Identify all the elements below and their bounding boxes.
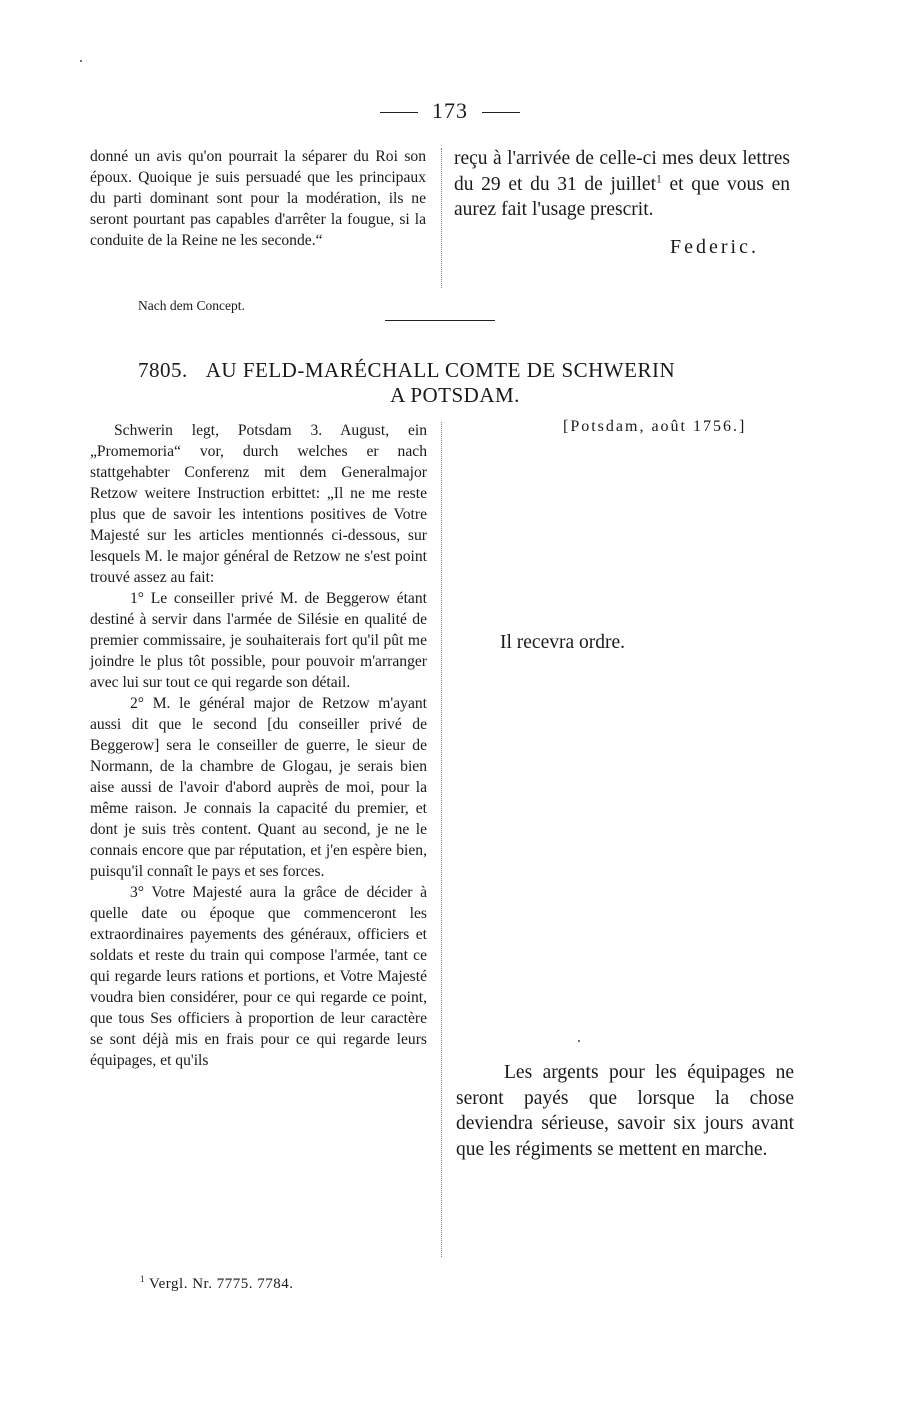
reply-1: Il recevra ordre. <box>500 632 626 653</box>
carryover-text-left <box>90 146 426 251</box>
page-header <box>0 98 900 124</box>
signature: Federic. <box>670 236 759 258</box>
header-dash-right <box>482 112 520 113</box>
paragraph-item-2: 2° M. le général major de Retzow m'ayant aussi dit que le second [du conseiller privé de Beggerow] sera le conseiller de guerre, le sieur de Normann, de la chambre de Glogau, je serais bien aise aussi de l'avoir d'abord auprès de moi, pour la même raison. Je connais la capacité du premier, et dont je suis très content. Quant au second, je ne le connais encore que par réputation, et j'en espère bien, puisqu'il connaît le pays et ses forces. <box>90 695 427 880</box>
column-divider-top <box>441 148 442 288</box>
footnote <box>140 1276 293 1293</box>
page-number: 173 <box>432 98 468 123</box>
carryover-text-right <box>454 146 790 223</box>
letter-title-line1: AU FELD-MARÉCHALL COMTE DE SCHWERIN <box>205 358 676 382</box>
footnote-text: Vergl. Nr. 7775. 7784. <box>145 1276 294 1292</box>
carryover-paragraph: donné un avis qu'on pourrait la séparer du Roi son époux. Quoique je suis persuadé que les principaux du parti dominant sont pour la modération, ils ne seront pourtant pas capables d'arrêter la fougue, si la conduite de la Reine ne les seconde.“ <box>90 148 426 249</box>
letter-number: 7805. <box>138 358 188 382</box>
letter-title <box>0 358 900 408</box>
letter-title-line2: A POTSDAM. <box>390 383 520 407</box>
stray-mark-2 <box>578 1040 580 1042</box>
section-separator <box>385 320 495 321</box>
paragraph-item-1: 1° Le conseiller privé M. de Beggerow étant destiné à servir dans l'armée de Silésie en qualité de premier commissaire, je souhaiterais fort qu'il pût me joindre le plus tôt possible, pour pouvoir m'arranger avec lui sur tout ce qui regarde son détail. <box>90 590 427 691</box>
letter-date: [Potsdam, août 1756.] <box>563 418 747 435</box>
column-divider-letter <box>441 422 442 1257</box>
stray-mark <box>80 60 82 62</box>
footnote-marker: 1 <box>140 1274 145 1284</box>
carryover-reply: reçu à l'arrivée de celle-ci mes deux lettres du 29 et du 31 de juillet$^1$ et que vous en aurez fait l'usage prescrit. <box>454 148 790 221</box>
letter-body-left <box>90 420 427 1071</box>
reply-2: Les argents pour les équipages ne seront payés que lorsque la chose deviendra sérieuse, savoir six jours avant que les régiments se mettent en marche. <box>456 1062 794 1160</box>
header-dash-left <box>380 112 418 113</box>
footnote-ref: 1 <box>655 172 662 186</box>
source-note: Nach dem Concept. <box>138 298 245 313</box>
paragraph-item-3: 3° Votre Majesté aura la grâce de décider à quelle date ou époque que commenceront les extraordinaires payements des généraux, officiers et soldats et reste du train qui compose l'armée, tant ce qui regarde leurs rations et portions, et Votre Majesté voudra bien considérer, pour ce qui regarde ce point, que tous Ses officiers à proportion de leur caractère se sont déjà mis en frais pour ce qui regarde leurs équipages, et qu'ils <box>90 884 427 1069</box>
paragraph-intro: Schwerin legt, Potsdam 3. August, ein „Promemoria“ vor, durch welches er nach stattgehabter Conferenz mit dem Generalmajor Retzow weitere Instruction erbittet: „Il ne me reste plus que de savoir les intentions positives de Votre Majesté sur les articles mentionnés ci-dessous, sur lesquels M. le major général de Retzow ne s'est point trouvé assez au fait: <box>90 422 427 586</box>
